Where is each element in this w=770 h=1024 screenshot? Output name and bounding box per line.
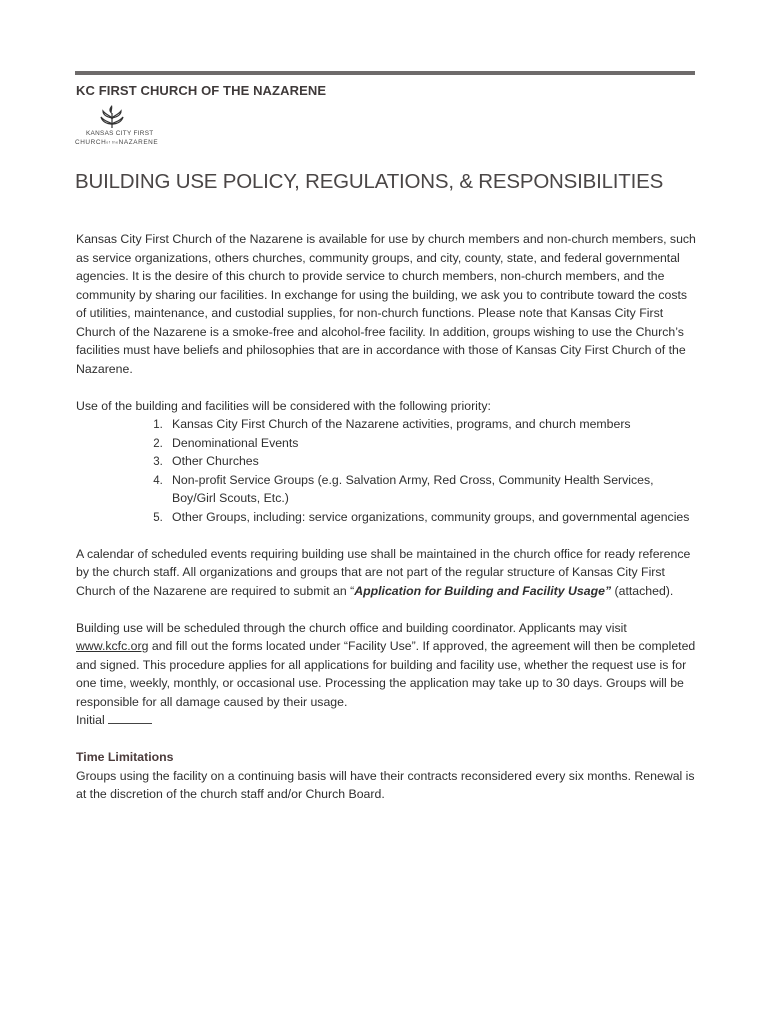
list-item: 2. Denominational Events [166, 434, 696, 453]
org-name: KC FIRST CHURCH OF THE NAZARENE [76, 83, 327, 98]
logo-text-line1: KANSAS CITY FIRST [86, 130, 154, 137]
priority-list [76, 415, 696, 526]
logo-text-line2: CHURCHof theNAZARENE [75, 139, 159, 146]
initial-label: Initial [76, 713, 105, 727]
calendar-paragraph: A calendar of scheduled events requiring building use shall be maintained in the church office for ready reference by the church staff. All organizations and groups that are not part of the regular structure of Kansas City First Church of the Nazarene are required to submit an “Application for Building and Facility Usage” (attached). [76, 546, 691, 598]
page-title: BUILDING USE POLICY, REGULATIONS, & RESPONSIBILITIES [75, 170, 664, 193]
website-link[interactable]: www.kcfc.org [76, 639, 149, 653]
intro-paragraph: Kansas City First Church of the Nazarene is available for use by church members and non-church members, such as service organizations, others churches, community groups, and city, county, state, and federal governmental agencies. It is the desire of this church to provide service to church members, non-church members, and the community by sharing our facilities. In exchange for using the building, we ask you to contribute toward the costs of utilities, maintenance, and custodial supplies, for non-church functions. Please note that Kansas City First Church of the Nazarene is a smoke-free and alcohol-free facility. In addition, groups wishing to use the Church’s facilities must have beliefs and philosophies that are in accordance with those of Kansas City First Church of the Nazarene. [76, 232, 696, 376]
church-logo [74, 103, 169, 149]
application-form-name: Application for Building and Facility Usage” [354, 583, 612, 598]
list-item: 5. Other Groups, including: service organizations, community groups, and governmental agencies [166, 508, 696, 527]
list-item: 3. Other Churches [166, 452, 696, 471]
scheduling-paragraph: Building use will be scheduled through the church office and building coordinator. Applicants may visit www.kcfc.org and fill out the forms located under “Facility Use”. If approved, the agreement will then be completed and signed. This procedure applies for all applications for building and facility use, whether the request use is for one time, weekly, monthly, or occasional use. Processing the application may take up to 30 days. Groups will be responsible for all damage caused by their usage. Initial [76, 620, 696, 727]
list-item: 4. Non-profit Service Groups (e.g. Salvation Army, Red Cross, Community Health Services, Boy/Girl Scouts, Etc.) [166, 471, 696, 508]
time-limitations-text: Groups using the facility on a continuing basis will have their contracts reconsidered every six months. Renewal is at the discretion of the church staff and/or Church Board. [76, 768, 695, 801]
flame-cross-icon [97, 103, 127, 129]
priority-intro: Use of the building and facilities will be considered with the following priority: [76, 398, 491, 413]
initial-field[interactable] [108, 714, 152, 724]
header-rule [75, 71, 695, 75]
list-item: 1. Kansas City First Church of the Nazarene activities, programs, and church members [166, 415, 696, 434]
document-body [76, 230, 696, 822]
time-limitations-heading: Time Limitations [76, 750, 174, 764]
